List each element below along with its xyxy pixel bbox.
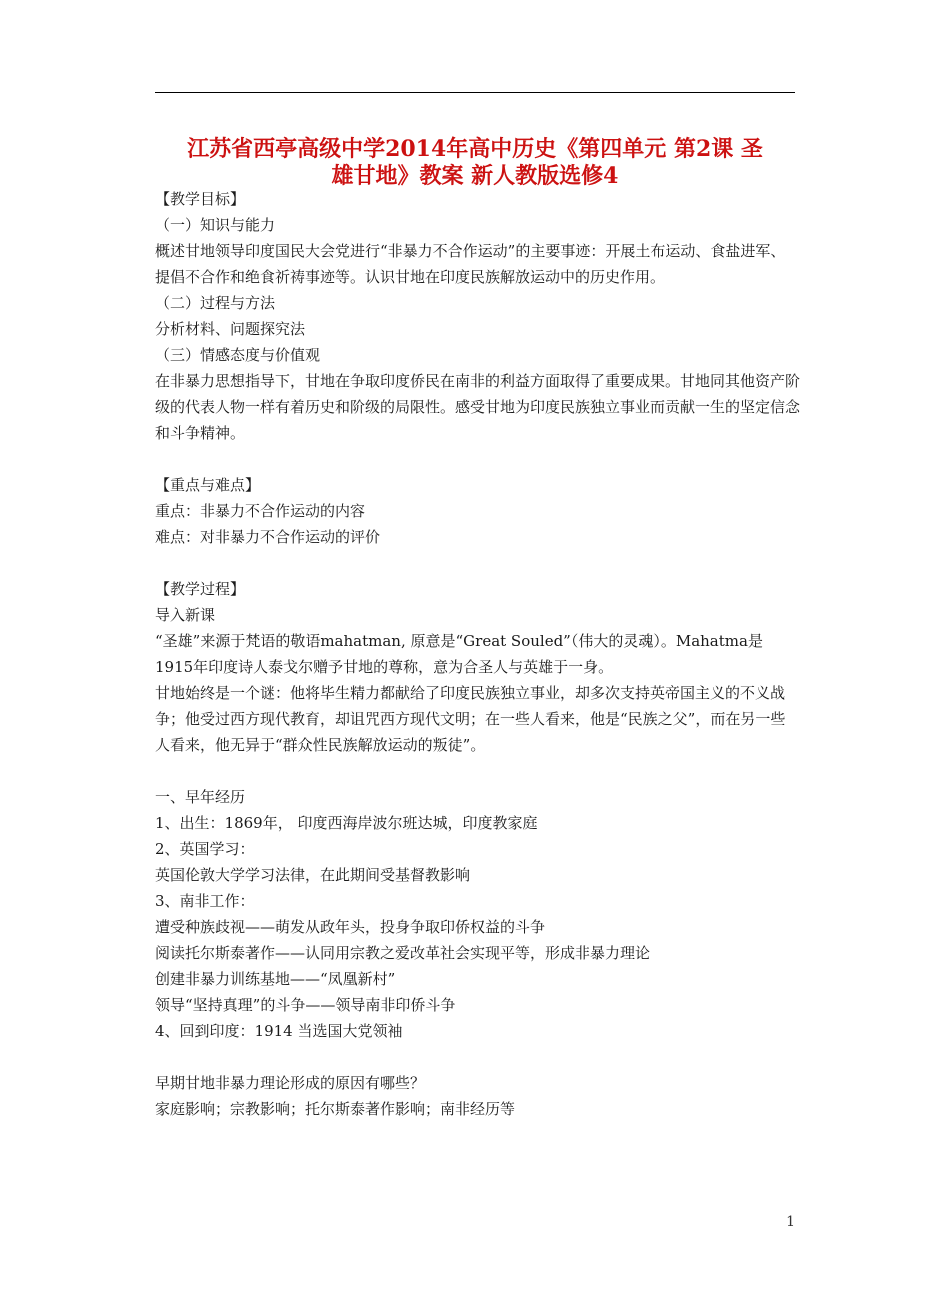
paragraph: 2、英国学习： [155,840,255,858]
blank-line [155,446,800,472]
paragraph: （一）知识与能力 [155,216,276,234]
paragraph: 领导“坚持真理”的斗争——领导南非印侨斗争 [155,996,456,1014]
blank-line [155,758,800,784]
document-body [155,186,800,1122]
blank-line [155,1044,800,1070]
paragraph: 一、早年经历 [155,788,246,806]
paragraph: 【教学过程】 [155,580,246,598]
paragraph: 【重点与难点】 [155,476,261,494]
title-line-2: 雄甘地》教案 新人教版选修4 [331,163,619,189]
paragraph: 重点：非暴力不合作运动的内容 [155,502,366,520]
paragraph: 1、出生：1869年， 印度西海岸波尔班达城，印度教家庭 [155,814,538,832]
paragraph: 英国伦敦大学学习法律，在此期间受基督教影响 [155,866,471,884]
paragraph: （三）情感态度与价值观 [155,346,321,364]
title-line-1: 江苏省西亭高级中学2014年高中历史《第四单元 第2课 圣 [187,136,763,162]
paragraph: 创建非暴力训练基地——“凤凰新村” [155,970,396,988]
paragraph: 概述甘地领导印度国民大会党进行“非暴力不合作运动”的主要事迹：开展土布运动、食盐进军、提倡不合作和绝食祈祷事迹等。认识甘地在印度民族解放运动中的历史作用。 [155,242,786,286]
paragraph: 家庭影响；宗教影响；托尔斯泰著作影响；南非经历等 [155,1100,516,1118]
paragraph: 遭受种族歧视——萌发从政年头，投身争取印侨权益的斗争 [155,918,546,936]
paragraph: 阅读托尔斯泰著作——认同用宗教之爱改革社会实现平等，形成非暴力理论 [155,944,651,962]
page-number: 1 [786,1214,795,1230]
paragraph: 3、南非工作： [155,892,255,910]
paragraph: 难点：对非暴力不合作运动的评价 [155,528,381,546]
blank-line [155,550,800,576]
paragraph: 早期甘地非暴力理论形成的原因有哪些？ [155,1074,426,1092]
document-title [150,136,800,190]
paragraph: 4、回到印度：1914 当选国大党领袖 [155,1022,403,1040]
paragraph: 导入新课 [155,606,216,624]
paragraph: 甘地始终是一个谜：他将毕生精力都献给了印度民族独立事业，却多次支持英帝国主义的不义战争；他受过西方现代教育，却诅咒西方现代文明；在一些人看来，他是“民族之父”，而在另一些人看来，他无异于“群众性民族解放运动的叛徒”。 [155,684,786,754]
header-rule [155,92,795,93]
paragraph: 【教学目标】 [155,190,246,208]
paragraph: （二）过程与方法 [155,294,276,312]
paragraph: 分析材料、问题探究法 [155,320,306,338]
paragraph: “圣雄”来源于梵语的敬语mahatman, 原意是“Great Souled”（伟大的灵魂）。Mahatma是1915年印度诗人泰戈尔赠予甘地的尊称，意为合圣人与英雄于一身。 [155,632,763,676]
paragraph: 在非暴力思想指导下，甘地在争取印度侨民在南非的利益方面取得了重要成果。甘地同其他资产阶级的代表人物一样有着历史和阶级的局限性。感受甘地为印度民族独立事业而贡献一生的坚定信念和斗争精神。 [155,372,801,442]
